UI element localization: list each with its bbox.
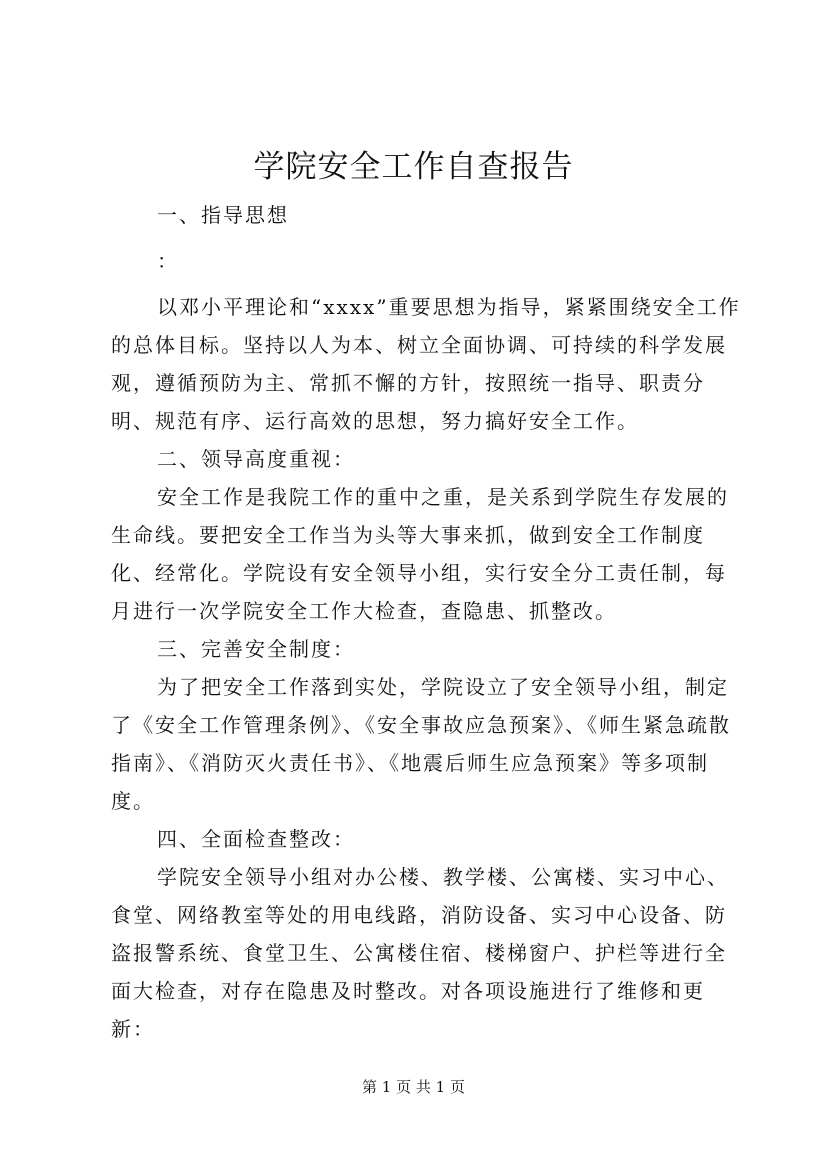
section-paragraph-4: 学院安全领导小组对办公楼、教学楼、公寓楼、实习中心、食堂、网络教室等处的用电线路，消防设备、实习中心设备、防盗报警系统、食堂卫生、公寓楼住宿、楼梯窗户、护栏等进行全面大检查，对存在隐患及时整改。对各项设施进行了维修和更新： [111, 865, 729, 1041]
document-title: 学院安全工作自查报告 [253, 149, 574, 185]
section-heading-3: 三、完善安全制度： [157, 637, 355, 661]
document-body [111, 196, 741, 1048]
section-paragraph-2: 安全工作是我院工作的重中之重，是关系到学院生存发展的生命线。要把安全工作当为头等大事来抓，做到安全工作制度化、经常化。学院设有安全领导小组，实行安全分工责任制，每月进行一次学院安全工作大检查，查隐患、抓整改。 [111, 485, 729, 623]
section-heading-2: 二、领导高度重视： [157, 447, 355, 471]
page-footer: 第 1 页 共 1 页 [362, 1078, 465, 1096]
section-paragraph-1: 以邓小平理论和“xxxx”重要思想为指导，紧紧围绕安全工作的总体目标。坚持以人为本、树立全面协调、可持续的科学发展观，遵循预防为主、常抓不懈的方针，按照统一指导、职责分明、规范有序、运行高效的思想，努力搞好安全工作。 [111, 295, 741, 433]
section-heading-4: 四、全面检查整改： [157, 827, 355, 851]
section-heading-1: 一、指导思想 [157, 203, 289, 227]
section-paragraph-3: 为了把安全工作落到实处，学院设立了安全领导小组，制定了《安全工作管理条例》、《安全事故应急预案》、《师生紧急疏散指南》、《消防灭火责任书》、《地震后师生应急预案》等多项制度。 [111, 675, 731, 813]
section-text-1: ： [157, 249, 179, 273]
